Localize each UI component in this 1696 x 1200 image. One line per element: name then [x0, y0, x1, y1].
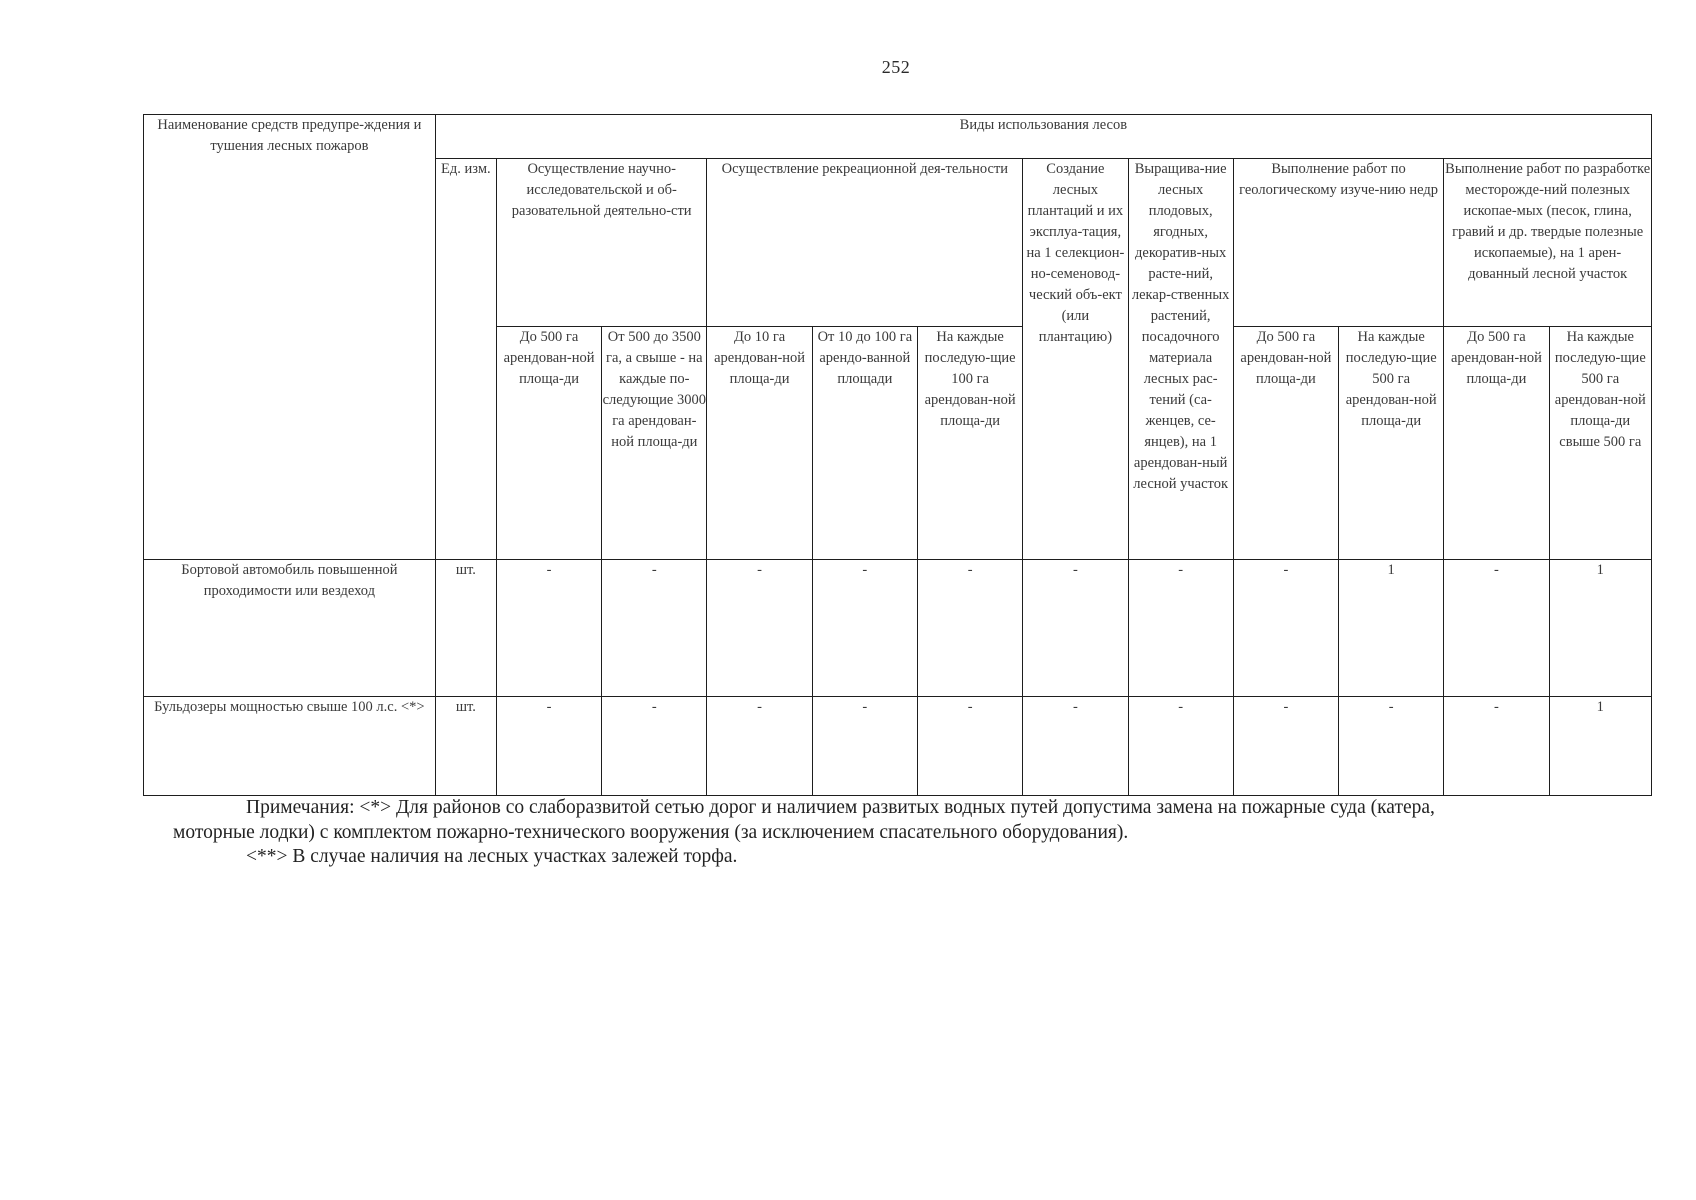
table-cell: -: [1444, 697, 1549, 796]
table-cell: -: [1023, 560, 1128, 697]
table-cell: -: [496, 560, 601, 697]
header-group-cultivation: Выращива-ние лесных плодовых, ягодных, декоратив-ных расте-ний, лекар-ственных растений, посадочного материала лесных рас-тений (са-женцев, се-янцев), на 1 арендован-ный лесной участок: [1128, 159, 1233, 560]
table-cell: -: [707, 697, 812, 796]
subheader-mining-each-500: На каждые последую-щие 500 га арендован-ной площа-ди свыше 500 га: [1549, 327, 1651, 560]
subheader-recreation-each-100: На каждые последую-щие 100 га арендован-ной площа-ди: [917, 327, 1022, 560]
row-unit: шт.: [435, 697, 496, 796]
forest-fire-equipment-table: [143, 114, 1652, 796]
header-group-geology: Выполнение работ по геологическому изуче-нию недр: [1233, 159, 1444, 327]
table-cell: -: [1339, 697, 1444, 796]
note-line-3: <**> В случае наличия на лесных участках залежей торфа.: [246, 846, 738, 867]
subheader-geology-up-to-500: До 500 га арендован-ной площа-ди: [1233, 327, 1338, 560]
header-group-mining: Выполнение работ по разработке месторожде-ний полезных ископае-мых (песок, глина, гравий и др. твердые полезные ископаемые), на 1 арен-дованный лесной участок: [1444, 159, 1652, 327]
table-cell: -: [917, 560, 1022, 697]
table-cell: -: [707, 560, 812, 697]
table-cell: -: [602, 560, 707, 697]
subheader-mining-up-to-500: До 500 га арендован-ной площа-ди: [1444, 327, 1549, 560]
table-cell: -: [602, 697, 707, 796]
note-line-2: моторные лодки) с комплектом пожарно-технического вооружения (за исключением спасательного оборудования).: [173, 821, 1129, 843]
table-cell: -: [1233, 560, 1338, 697]
page-number: 252: [881, 57, 911, 77]
row-name: Бульдозеры мощностью свыше 100 л.с. <*>: [144, 697, 436, 796]
table-cell: -: [1128, 560, 1233, 697]
table-cell: -: [1444, 560, 1549, 697]
table-cell: -: [812, 560, 917, 697]
table-cell: -: [917, 697, 1022, 796]
header-group-research: Осуществление научно-исследовательской и об-разовательной деятельно-сти: [496, 159, 707, 327]
table-cell: 1: [1549, 560, 1651, 697]
row-name: Бортовой автомобиль повышенной проходимости или вездеход: [144, 560, 436, 697]
subheader-research-up-to-500: До 500 га арендован-ной площа-ди: [496, 327, 601, 560]
table-row: [144, 560, 1652, 697]
header-group-recreation: Осуществление рекреационной дея-тельности: [707, 159, 1023, 327]
header-equipment-name: Наименование средств предупре-ждения и тушения лесных пожаров: [144, 115, 436, 560]
table-cell: -: [1128, 697, 1233, 796]
table-row: [144, 697, 1652, 796]
subheader-geology-each-500: На каждые последую-щие 500 га арендован-ной площа-ди: [1339, 327, 1444, 560]
table-cell: -: [496, 697, 601, 796]
note-line-1: Примечания: <*> Для районов со слаборазвитой сетью дорог и наличием развитых водных путей допустима замена на пожарные суда (катера,: [246, 797, 1435, 818]
table-cell: 1: [1549, 697, 1651, 796]
subheader-recreation-up-to-10: До 10 га арендован-ной площа-ди: [707, 327, 812, 560]
subheader-recreation-10-100: От 10 до 100 га арендо-ванной площади: [812, 327, 917, 560]
header-unit: Ед. изм.: [435, 159, 496, 560]
table-cell: 1: [1339, 560, 1444, 697]
subheader-research-500-3500: От 500 до 3500 га, а свыше - на каждые по-следующие 3000 га арендован-ной площа-ди: [602, 327, 707, 560]
row-unit: шт.: [435, 560, 496, 697]
header-forest-use-types: Виды использования лесов: [435, 115, 1651, 159]
table-cell: -: [812, 697, 917, 796]
notes: [173, 796, 1673, 870]
table-cell: -: [1233, 697, 1338, 796]
header-group-plantations: Создание лесных плантаций и их эксплуа-тация, на 1 селекцион-но-семеновод-ческий объ-ект (или плантацию): [1023, 159, 1128, 560]
table-cell: -: [1023, 697, 1128, 796]
